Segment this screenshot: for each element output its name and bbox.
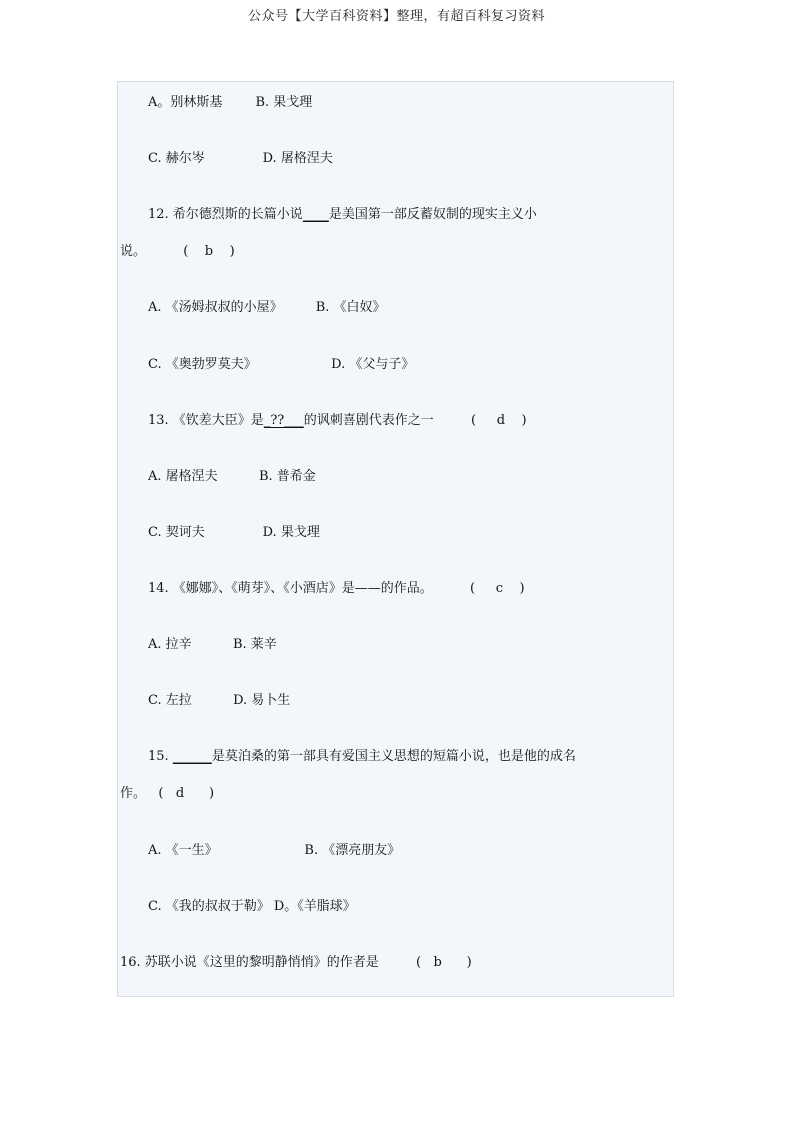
- option-line-15-ab: A. 《一生》 B. 《漂亮朋友》: [148, 843, 401, 858]
- option-line-15-cd: C. 《我的叔叔于勒》 D。《羊脂球》: [148, 899, 356, 914]
- question-12-answer: 说。 ( b ): [120, 244, 235, 259]
- option-line-11-cd: C. 赫尔岑 D. 屠格涅夫: [148, 151, 333, 166]
- option-line-14-ab: A. 拉辛 B. 莱辛: [148, 637, 277, 652]
- question-13-blank: _??___: [263, 413, 304, 428]
- question-12-stem: 12. 希尔德烈斯的长篇小说: [148, 207, 303, 222]
- question-13-stem: 13. 《钦差大臣》是: [148, 413, 264, 428]
- question-15-blank: ______: [172, 749, 212, 764]
- question-15: [148, 749, 576, 765]
- question-14: 14. 《娜娜》、《萌芽》、《小酒店》是——的作品。 ( c ): [148, 581, 525, 596]
- option-line-14-cd: C. 左拉 D. 易卜生: [148, 693, 291, 708]
- question-12-blank: ____: [302, 207, 329, 222]
- option-line-13-cd: C. 契诃夫 D. 果戈理: [148, 525, 320, 540]
- question-16: 16. 苏联小说《这里的黎明静悄悄》的作者是 ( b ): [120, 955, 472, 970]
- question-13-tail: 的讽刺喜剧代表作之一 ( d ): [303, 413, 527, 428]
- question-15-number: 15.: [148, 749, 173, 764]
- option-line-11-ab: A。别林斯基 B. 果戈理: [148, 95, 313, 110]
- option-line-12-ab: A. 《汤姆叔叔的小屋》 B. 《白奴》: [148, 300, 386, 315]
- question-12: [148, 207, 537, 223]
- question-13: [148, 413, 527, 429]
- page-header: 公众号【大学百科资料】整理，有超百科复习资料: [247, 9, 545, 24]
- question-15-tail: 是莫泊桑的第一部具有爱国主义思想的短篇小说，也是他的成名: [211, 749, 576, 764]
- question-12-tail: 是美国第一部反蓄奴制的现实主义小: [328, 207, 537, 222]
- option-line-12-cd: C. 《奥勃罗莫夫》 D. 《父与子》: [148, 357, 415, 372]
- option-line-13-ab: A. 屠格涅夫 B. 普希金: [148, 469, 316, 484]
- question-15-answer: 作。 ( d ): [120, 786, 215, 801]
